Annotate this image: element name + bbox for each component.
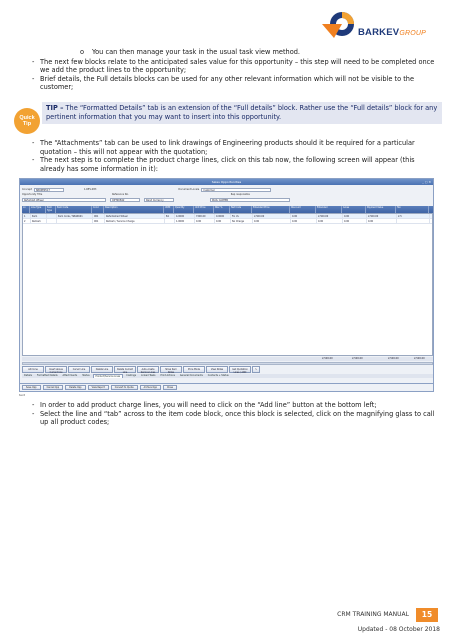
bottom-action-button[interactable]: Save Opp bbox=[22, 385, 41, 390]
column-header[interactable]: Extended bbox=[316, 206, 342, 213]
table-cell[interactable]: 0.00 bbox=[215, 219, 231, 223]
table-cell[interactable]: EA bbox=[165, 214, 175, 218]
column-header[interactable]: Cond bbox=[92, 206, 104, 213]
doc-locale-label: Document Locale bbox=[178, 188, 200, 191]
manual-title: CRM TRAINING MANUAL bbox=[337, 611, 409, 618]
table-cell[interactable]: 2,500.00 bbox=[317, 214, 343, 218]
table-cell[interactable] bbox=[397, 219, 430, 223]
sub-bullet: o You can then manage your task in the usual task view method. bbox=[80, 48, 301, 56]
table-cell[interactable] bbox=[47, 219, 57, 223]
table-cell[interactable]: Refurbished Wheel bbox=[105, 214, 165, 218]
grid-action-button[interactable]: Delete Current Line bbox=[114, 366, 136, 373]
barkev-logo-icon bbox=[318, 8, 358, 40]
table-cell[interactable] bbox=[47, 214, 57, 218]
product-lines-grid[interactable] bbox=[22, 213, 433, 356]
bottom-action-bar bbox=[19, 384, 434, 392]
table-cell[interactable]: Fin Vs bbox=[231, 214, 253, 218]
grid-button-bar bbox=[22, 366, 433, 373]
bullet-item: - The next step is to complete the product charge lines, click on this tab now, the following screen will appear (this already has some information in it): bbox=[32, 156, 415, 173]
grid-action-button[interactable]: Show item Notes bbox=[160, 366, 182, 373]
owner-label: Rep responsible bbox=[230, 193, 250, 196]
opportunity-tab[interactable]: Print Actions bbox=[160, 374, 175, 377]
bottom-action-button[interactable]: Archive Opp bbox=[140, 385, 161, 390]
column-header[interactable]: Net Code bbox=[230, 206, 252, 213]
window-controls-icon[interactable]: _ ▢ ✕ bbox=[422, 180, 431, 184]
table-cell[interactable]: 2 bbox=[23, 219, 31, 223]
opportunity-tab[interactable]: Status bbox=[82, 374, 90, 377]
mid-bullets bbox=[20, 139, 440, 173]
end-bullets bbox=[20, 401, 440, 427]
bullet-item: - Select the line and “tab” across to the item code block, once this block is selected, click on the magnifying glass to call up all product codes; bbox=[32, 409, 435, 427]
table-cell[interactable]: 0.00 bbox=[317, 219, 343, 223]
form-row-3 bbox=[22, 197, 290, 202]
doc-locale-select[interactable]: Customer bbox=[201, 188, 271, 192]
grid-action-button[interactable]: Add Line bbox=[22, 366, 44, 373]
bottom-action-button[interactable]: Close bbox=[163, 385, 177, 390]
column-header[interactable]: Description bbox=[104, 206, 164, 213]
grid-action-button[interactable]: Delete Line bbox=[91, 366, 113, 373]
intro-block bbox=[20, 48, 440, 92]
grid-action-button[interactable]: Cursor Line bbox=[68, 366, 90, 373]
table-cell[interactable]: 7200.00 bbox=[195, 214, 215, 218]
updated-date: Updated - 08 October 2018 bbox=[357, 626, 440, 633]
opp-code: 1-REV-083 bbox=[83, 188, 97, 191]
grid-action-button[interactable]: Price Mode bbox=[183, 366, 205, 373]
bullet-item: - Brief details, the Full details blocks can be used for any other relevant information which will not be visible to the customer; bbox=[32, 74, 415, 92]
column-header[interactable]: Unit Price bbox=[194, 206, 214, 213]
table-cell[interactable]: Remark / Service Charge bbox=[105, 219, 165, 223]
total-value: 2,500.00 bbox=[352, 357, 363, 360]
bottom-action-button[interactable]: Delete Opp bbox=[65, 385, 85, 390]
column-header[interactable]: Ln bbox=[22, 206, 30, 213]
totals-row bbox=[22, 357, 433, 361]
table-cell[interactable]: 0.00 bbox=[343, 214, 367, 218]
screenshot-caption: text bbox=[19, 393, 25, 397]
grid-header bbox=[22, 206, 433, 213]
table-cell[interactable]: No Charge bbox=[231, 219, 253, 223]
table-cell[interactable]: Item Code / SBARK01 bbox=[57, 214, 93, 218]
bullet-item: - In order to add product charge lines, you will need to click on the “Add line” button at the bottom left; bbox=[32, 401, 377, 409]
concept-field[interactable]: SBOPP0517 bbox=[34, 188, 64, 192]
column-header[interactable]: Tax bbox=[396, 206, 429, 213]
table-cell[interactable]: 0.00 bbox=[343, 219, 367, 223]
table-cell[interactable]: 0.00 bbox=[291, 214, 317, 218]
grid-action-button[interactable]: Insert above Current line bbox=[45, 366, 67, 373]
column-header[interactable]: Payment Value bbox=[366, 206, 396, 213]
column-header[interactable]: Discount bbox=[290, 206, 316, 213]
table-cell[interactable]: 2.5 bbox=[397, 214, 430, 218]
grid-action-button[interactable]: Auto-create Service Lines bbox=[137, 366, 159, 373]
table-cell[interactable]: 2,500.00 bbox=[253, 214, 291, 218]
barkev-logo bbox=[318, 8, 444, 40]
table-cell[interactable]: 1.0000 bbox=[175, 219, 195, 223]
page-footer bbox=[320, 608, 441, 622]
table-cell[interactable] bbox=[57, 219, 93, 223]
opportunity-tab[interactable]: Details bbox=[24, 374, 32, 377]
quick-tip-badge: Quick Tip bbox=[14, 108, 40, 134]
bottom-action-button[interactable]: Convert to Quote bbox=[111, 385, 138, 390]
total-value: 2,500.00 bbox=[388, 357, 399, 360]
table-cell[interactable]: Item bbox=[31, 214, 47, 218]
table-cell[interactable]: 001 bbox=[93, 219, 105, 223]
logo-text: BARKEVGROUP bbox=[358, 27, 426, 38]
table-cell[interactable] bbox=[165, 219, 175, 223]
table-cell[interactable]: 0.00 bbox=[253, 219, 291, 223]
opportunity-tab[interactable]: Contacts + Status bbox=[207, 374, 229, 377]
bottom-action-button[interactable]: Cancel Opp bbox=[43, 385, 64, 390]
ref-no-field[interactable]: OPT00842 bbox=[110, 198, 140, 202]
page-number: 15 bbox=[416, 608, 438, 622]
embedded-screenshot bbox=[19, 178, 434, 384]
column-header[interactable]: Gross bbox=[342, 206, 366, 213]
opp-name-field[interactable]: Refurbish Wheel bbox=[22, 198, 106, 202]
table-cell[interactable]: 1 bbox=[23, 214, 31, 218]
column-header[interactable]: Item Type bbox=[46, 206, 56, 213]
edit-icon[interactable]: ✎ bbox=[252, 366, 260, 373]
table-cell[interactable]: 0.00 bbox=[195, 219, 215, 223]
horizontal-scrollbar[interactable] bbox=[22, 362, 433, 365]
column-header[interactable]: Item Code bbox=[56, 206, 92, 213]
concept-label: Concept bbox=[22, 188, 32, 191]
opp-name-label: Opportunity Title bbox=[22, 193, 43, 196]
column-header[interactable]: Extended Price bbox=[252, 206, 290, 213]
column-header[interactable]: Quantity bbox=[174, 206, 194, 213]
tip-text: TIP – The “Formatted Details” tab is an extension of the “Full details” block. Rather use the “Full details” block for any pertinent information that you may want to insert into this opportunity. bbox=[42, 102, 442, 124]
grid-action-button[interactable]: Get Quotation Lines / ADD bbox=[229, 366, 251, 373]
column-header[interactable]: Disc % bbox=[214, 206, 230, 213]
table-cell[interactable]: 0.00 bbox=[291, 219, 317, 223]
opportunity-tab[interactable]: Linked Tasks bbox=[141, 374, 156, 377]
table-cell[interactable]: 001 bbox=[93, 214, 105, 218]
total-value: 2,500.00 bbox=[414, 357, 425, 360]
window-title: Sales Opportunities _ ▢ ✕ bbox=[20, 179, 433, 185]
ref-no-label: Reference No. bbox=[112, 193, 129, 196]
table-cell[interactable]: 4.0000 bbox=[175, 214, 195, 218]
total-value: 2,500.00 bbox=[322, 357, 333, 360]
table-row[interactable] bbox=[23, 219, 432, 224]
opportunity-tab[interactable]: Formatted Details bbox=[36, 374, 58, 377]
column-header[interactable]: Line Type bbox=[30, 206, 46, 213]
owner-select[interactable]: PAUL CARTER bbox=[210, 198, 290, 202]
table-cell[interactable]: Remark bbox=[31, 219, 47, 223]
column-header[interactable]: UOM bbox=[164, 206, 174, 213]
opportunity-tab[interactable]: Costings bbox=[126, 374, 137, 377]
opportunity-tab[interactable]: Attachments bbox=[62, 374, 78, 377]
table-cell[interactable]: 0.00 bbox=[367, 219, 397, 223]
currency-select[interactable]: Rand Currency bbox=[144, 198, 174, 202]
opportunity-tabs bbox=[22, 374, 433, 378]
quick-tip bbox=[14, 102, 442, 136]
table-cell[interactable]: 2,500.00 bbox=[367, 214, 397, 218]
bullet-item: - The “Attachments” tab can be used to link drawings of Engineering products should it be required for a particular quotation – this will not appear with the quotation; bbox=[32, 139, 415, 156]
grid-action-button[interactable]: View Notes bbox=[206, 366, 228, 373]
opportunity-tab[interactable]: Product/Service Lines bbox=[93, 374, 124, 378]
bullet-item: - The next few blocks relate to the anticipated sales value for this opportunity – this step will need to be completed once we add the product lines to the opportunity; bbox=[32, 57, 435, 75]
bottom-action-button[interactable]: View Report bbox=[88, 385, 109, 390]
table-cell[interactable]: 0.0000 bbox=[215, 214, 231, 218]
opportunity-tab[interactable]: General Documents bbox=[179, 374, 203, 377]
